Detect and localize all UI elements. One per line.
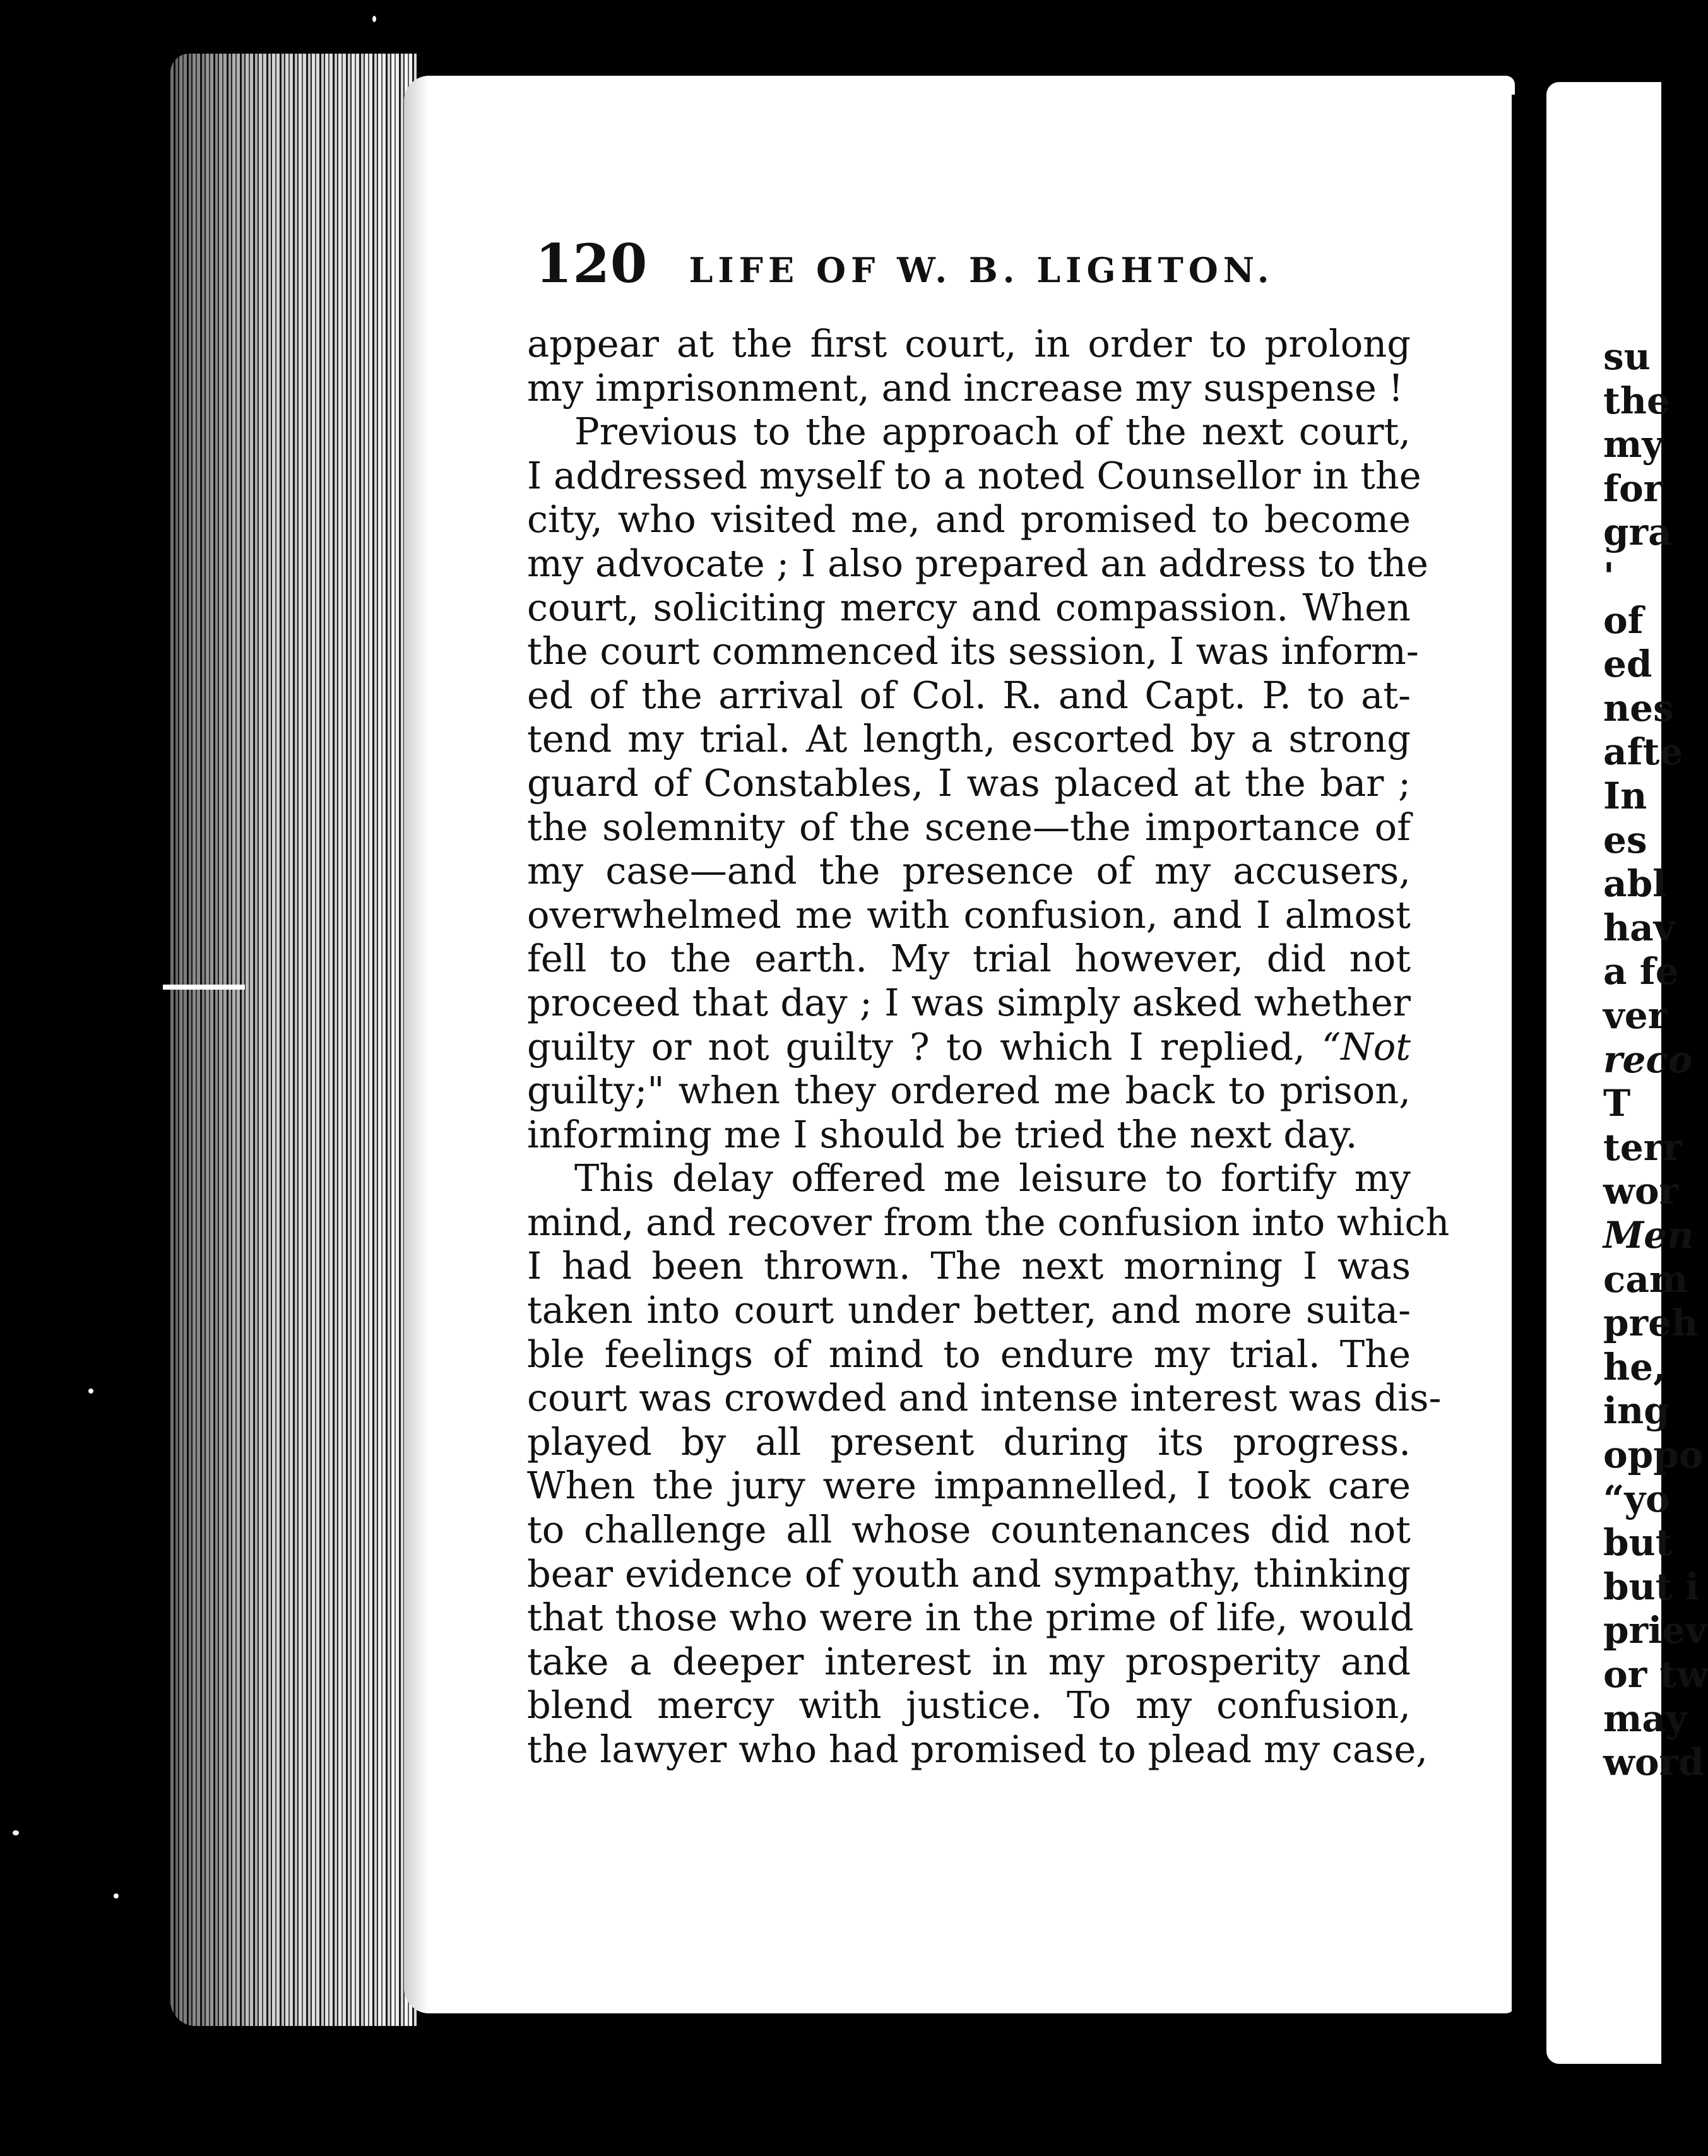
text-line: the solemnity of the scene—the importance of [527, 805, 1411, 849]
running-head [535, 232, 1274, 295]
text-line: bear evidence of youth and sympathy, thinking [527, 1551, 1411, 1596]
facing-page-fragment: terr [1603, 1125, 1682, 1169]
text-line: informing me I should be tried the next day. [527, 1112, 1358, 1156]
scan-speck [13, 1830, 19, 1835]
text-line: my case—and the presence of my accusers, [527, 849, 1411, 893]
page-body [527, 322, 1450, 1772]
scan-speck [372, 16, 376, 22]
text-line: fell to the earth. My trial however, did not [527, 937, 1411, 981]
facing-page-fragment: preh [1603, 1301, 1699, 1345]
text-line: take a deeper interest in my prosperity and [527, 1639, 1411, 1683]
facing-page-fragment: T [1603, 1082, 1631, 1125]
page-number: 120 [535, 232, 648, 295]
facing-page-fragment: priev [1603, 1609, 1707, 1652]
facing-page-fragment: afte [1603, 730, 1683, 774]
running-title: LIFE OF W. B. LIGHTON. [689, 250, 1274, 290]
facing-page-fragment: for [1603, 466, 1663, 510]
text-line: the lawyer who had promised to plead my case, [527, 1727, 1428, 1771]
facing-page-fragment: but i [1603, 1565, 1699, 1608]
text-line: This delay offered me leisure to fortify my [574, 1156, 1411, 1200]
facing-page-fragment: nes [1603, 686, 1674, 730]
text-line: my advocate ; I also prepared an address to the [527, 541, 1428, 585]
facing-page-fragment: wor [1603, 1170, 1679, 1213]
page-edges-shadow [170, 54, 417, 2026]
text-line: mind, and recover from the confusion into which [527, 1200, 1450, 1244]
facing-page-fragment: su [1603, 335, 1651, 378]
text-line: guilty;" when they ordered me back to prison, [527, 1069, 1411, 1113]
facing-page-fragment: In [1603, 774, 1647, 817]
text-line: court, soliciting mercy and compassion. When [527, 585, 1411, 629]
facing-page-fragment: of [1603, 598, 1644, 642]
text-line: court was crowded and intense interest was dis- [527, 1376, 1442, 1420]
facing-page-fragment: Men [1603, 1214, 1694, 1257]
text-line: played by all present during its progress. [527, 1419, 1411, 1464]
facing-page-fragment: oppo [1603, 1433, 1704, 1476]
text-line: blend mercy with justice. To my confusion, [527, 1683, 1411, 1727]
facing-page-fragment: abl [1603, 862, 1667, 906]
text-line: the court commenced its session, I was inform- [527, 629, 1419, 673]
book-gutter [1512, 95, 1546, 2058]
text-line: overwhelmed me with confusion, and I almost [527, 892, 1411, 937]
facing-page-fragment: but [1603, 1521, 1673, 1565]
facing-page-fragment: cam [1603, 1257, 1688, 1301]
text-line: ed of the arrival of Col. R. and Capt. P. to at- [527, 673, 1411, 717]
facing-page-fragment: ' [1603, 555, 1615, 598]
text-line: that those who were in the prime of life, would [527, 1596, 1414, 1640]
facing-page-fragment: or tw [1603, 1653, 1708, 1696]
text-line: guard of Constables, I was placed at the bar ; [527, 761, 1411, 805]
text-line: Previous to the approach of the next court, [574, 410, 1411, 454]
facing-page-fragment: es [1603, 818, 1647, 862]
text-line: ble feelings of mind to endure my trial. The [527, 1332, 1411, 1376]
text-line: proceed that day ; I was simply asked whether [527, 980, 1411, 1024]
facing-page-fragment: may [1603, 1697, 1687, 1740]
facing-page-fragment: hav [1603, 906, 1675, 949]
facing-page-fragment: a fe [1603, 950, 1679, 993]
facing-page-fragment: “yo [1603, 1477, 1670, 1520]
text-line: When the jury were impannelled, I took care [527, 1464, 1411, 1508]
facing-page-fragment: word [1603, 1741, 1704, 1784]
facing-page-fragment: ver [1603, 994, 1668, 1037]
scan-speck [88, 1389, 93, 1394]
text-line: appear at the first court, in order to prolong [527, 322, 1411, 365]
text-line: to challenge all whose countenances did not [527, 1508, 1411, 1552]
facing-page-fragment: reco [1603, 1038, 1693, 1081]
facing-page-fragment: ing [1603, 1389, 1669, 1433]
facing-page-fragment: my [1603, 423, 1664, 466]
text-line: my imprisonment, and increase my suspense ! [527, 365, 1404, 410]
facing-page-fragment: ed [1603, 643, 1652, 686]
text-line: I addressed myself to a noted Counsellor in the [527, 453, 1421, 497]
text-line: tend my trial. At length, escorted by a strong [527, 717, 1411, 761]
text-line-with-italic [527, 1025, 1411, 1069]
facing-page-fragment: gra [1603, 511, 1672, 554]
facing-page-fragment: the [1603, 379, 1670, 422]
scan-speck [114, 1893, 119, 1898]
page-edge-highlight [163, 985, 245, 990]
italic-word: “Not [1321, 1024, 1411, 1069]
text-line: taken into court under better, and more suita- [527, 1288, 1411, 1332]
text-line: city, who visited me, and promised to become [527, 497, 1411, 542]
facing-page-fragment: he, [1603, 1345, 1666, 1389]
page-binding-shadow [404, 76, 429, 2013]
text-segment: guilty or not guilty ? to which I replied, [527, 1024, 1305, 1069]
text-line: I had been thrown. The next morning I was [527, 1244, 1411, 1288]
